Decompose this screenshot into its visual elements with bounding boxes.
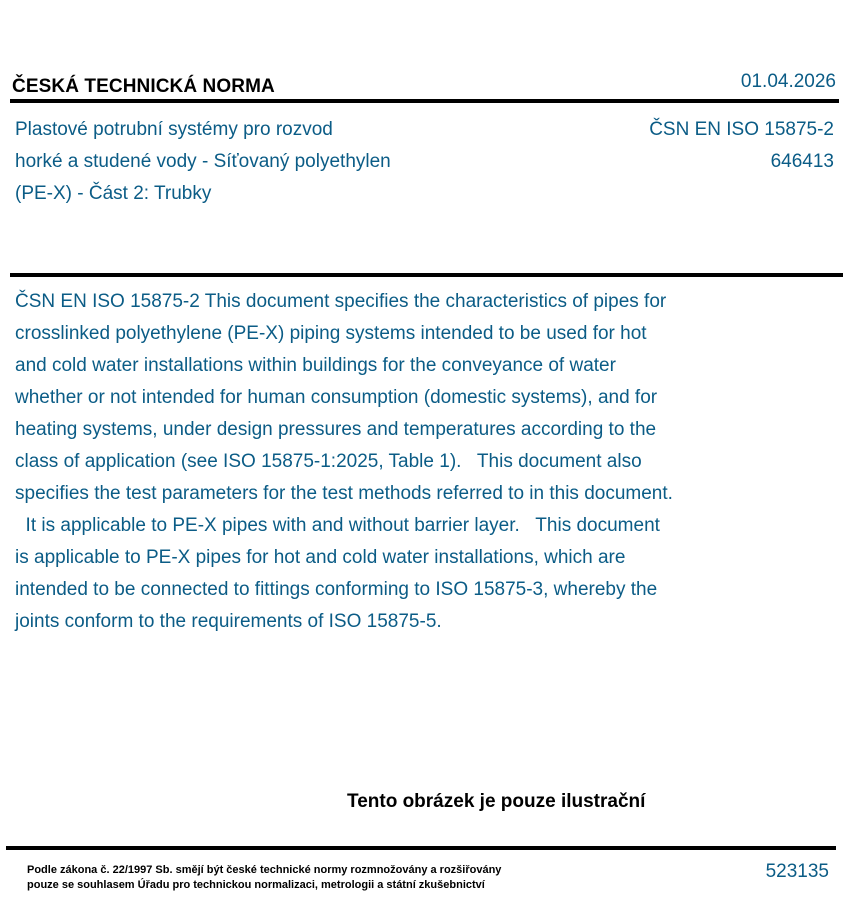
- legal-notice-line: pouze se souhlasem Úřadu pro technickou normalizaci, metrologii a státní zkušebnictví: [27, 879, 485, 891]
- standard-subject: [15, 114, 485, 210]
- abstract-line: ČSN EN ISO 15875-2 This document specifies the characteristics of pipes for: [15, 291, 667, 312]
- abstract-line: crosslinked polyethylene (PE-X) piping systems intended to be used for hot: [15, 323, 647, 344]
- document-type-title: ČESKÁ TECHNICKÁ NORMA: [12, 76, 275, 97]
- subject-line: horké a studené vody - Síťovaný polyethylen: [15, 151, 391, 172]
- subject-line: Plastové potrubní systémy pro rozvod: [15, 119, 333, 140]
- abstract-text: [15, 286, 775, 638]
- footer-divider: [6, 846, 836, 850]
- standard-identifier: [649, 114, 834, 178]
- abstract-line: whether or not intended for human consumption (domestic systems), and for: [15, 387, 658, 408]
- subject-line: (PE-X) - Část 2: Trubky: [15, 183, 212, 204]
- abstract-line: joints conform to the requirements of ISO 15875-5.: [15, 611, 442, 632]
- abstract-line: class of application (see ISO 15875-1:2025, Table 1). This document also: [15, 451, 642, 472]
- legal-notice: [27, 863, 501, 893]
- standard-class-code: 646413: [770, 151, 834, 172]
- abstract-line: intended to be connected to fittings conforming to ISO 15875-3, whereby the: [15, 579, 658, 600]
- catalog-number: 523135: [765, 861, 829, 882]
- abstract-line: and cold water installations within buildings for the conveyance of water: [15, 355, 616, 376]
- illustration-disclaimer: Tento obrázek je pouze ilustrační: [347, 791, 646, 812]
- abstract-line: specifies the test parameters for the test methods referred to in this document.: [15, 483, 673, 504]
- publication-date: 01.04.2026: [740, 71, 836, 92]
- standard-designation: ČSN EN ISO 15875-2: [649, 119, 834, 140]
- abstract-line: It is applicable to PE-X pipes with and without barrier layer. This document: [15, 515, 660, 536]
- header-divider: [10, 99, 839, 103]
- abstract-line: is applicable to PE-X pipes for hot and cold water installations, which are: [15, 547, 626, 568]
- abstract-line: heating systems, under design pressures and temperatures according to the: [15, 419, 657, 440]
- section-divider: [10, 273, 843, 277]
- legal-notice-line: Podle zákona č. 22/1997 Sb. smějí být české technické normy rozmnožovány a rozšiřovány: [27, 864, 502, 876]
